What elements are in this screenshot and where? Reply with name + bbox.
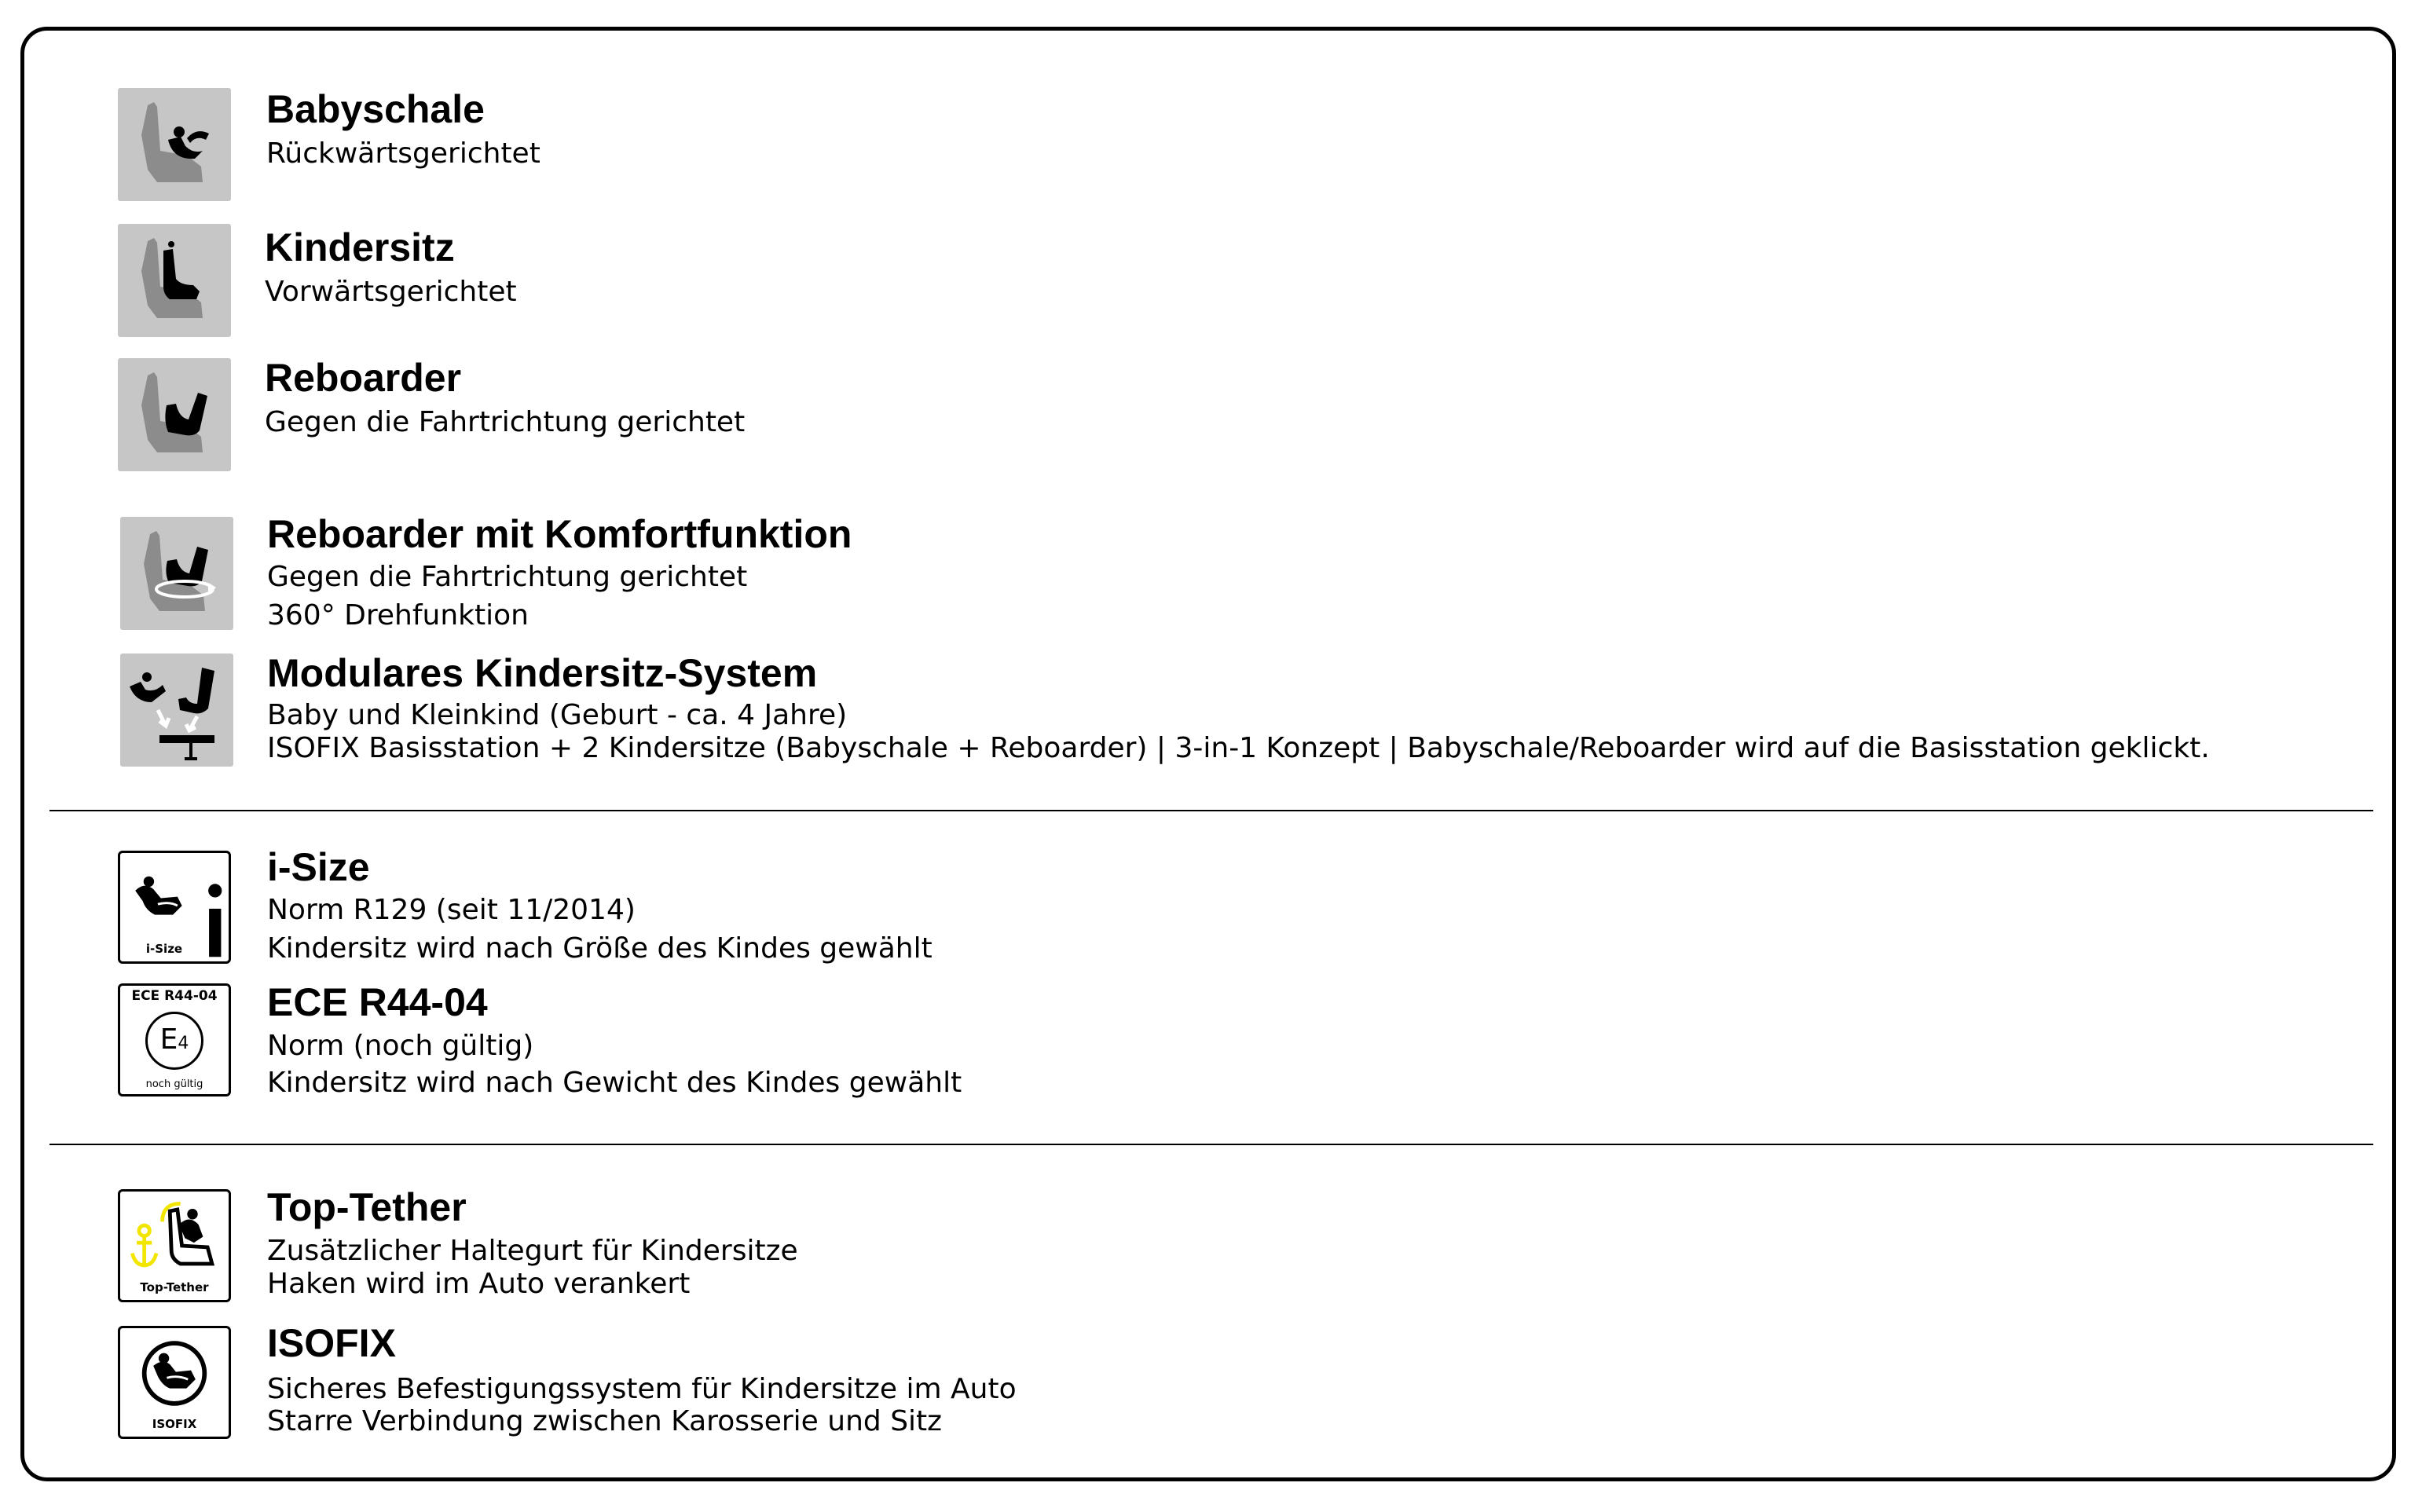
approval-letter: E [159, 1023, 178, 1056]
forward-facing-child-seat-icon [118, 224, 231, 337]
badge-caption: noch gültig [145, 1078, 203, 1090]
item-description: Starre Verbindung zwischen Karosserie und Sitz [267, 1405, 943, 1437]
badge-label: ISOFIX [152, 1417, 197, 1431]
badge-label: Top-Tether [140, 1280, 209, 1294]
item-title: ECE R44-04 [267, 980, 488, 1024]
item-description: Norm (noch gültig) [267, 1030, 534, 1062]
rotating-reboarder-icon [120, 517, 233, 630]
item-description: Kindersitz wird nach Größe des Kindes gewählt [267, 932, 933, 965]
item-title: Modulares Kindersitz-System [267, 651, 818, 695]
item-title: Reboarder [265, 356, 462, 400]
item-description: Baby und Kleinkind (Geburt - ca. 4 Jahre) [267, 699, 848, 731]
item-title: Reboarder mit Komfortfunktion [267, 512, 852, 556]
top-tether-badge-icon [118, 1189, 231, 1302]
item-title: i-Size [267, 845, 370, 889]
modular-seat-system-icon [120, 653, 233, 767]
e4-approval-mark [145, 1012, 203, 1070]
section-divider [49, 810, 2373, 811]
approval-country-code: 4 [178, 1034, 189, 1053]
item-description: Kindersitz wird nach Gewicht des Kindes gewählt [267, 1067, 962, 1099]
badge-label: i-Size [145, 942, 183, 956]
item-description: Gegen die Fahrtrichtung gerichtet [265, 406, 746, 438]
item-title: Kindersitz [265, 225, 455, 269]
item-title: Babyschale [266, 87, 485, 131]
item-description: ISOFIX Basisstation + 2 Kindersitze (Babyschale + Reboarder) | 3-in-1 Konzept | Babyschale/Reboarder wird auf die Basisstation geklickt. [267, 732, 2210, 764]
rear-facing-reboarder-icon [118, 358, 231, 471]
item-description: Vorwärtsgerichtet [265, 276, 517, 308]
isofix-badge-icon [118, 1326, 231, 1439]
item-description: Norm R129 (seit 11/2014) [267, 894, 636, 926]
badge-heading: ECE R44-04 [131, 988, 218, 1004]
item-title: ISOFIX [267, 1321, 396, 1365]
section-divider [49, 1144, 2373, 1145]
rear-facing-infant-carrier-icon [118, 88, 231, 201]
item-description: Rückwärtsgerichtet [266, 137, 540, 170]
item-description: Sicheres Befestigungssystem für Kindersitze im Auto [267, 1373, 1017, 1405]
item-description: Haken wird im Auto verankert [267, 1268, 691, 1300]
item-description: Zusätzlicher Haltegurt für Kindersitze [267, 1235, 798, 1267]
ece-r44-badge-icon [118, 983, 231, 1096]
item-description: Gegen die Fahrtrichtung gerichtet [267, 561, 748, 593]
item-description: 360° Drehfunktion [267, 599, 529, 632]
item-title: Top-Tether [267, 1185, 467, 1229]
i-size-badge-icon [118, 851, 231, 964]
